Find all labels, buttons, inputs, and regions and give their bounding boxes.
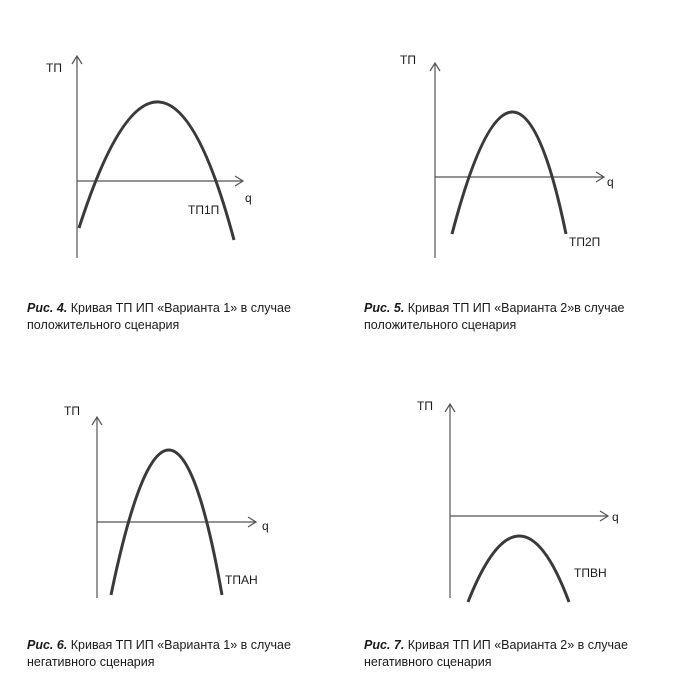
curve-label: ТПАН xyxy=(225,573,258,587)
caption-text-line2: негативного сценария xyxy=(364,655,492,669)
caption-text-line2: негативного сценария xyxy=(27,655,155,669)
figure-6-graph xyxy=(0,340,340,670)
y-axis-label: ТП xyxy=(417,399,433,413)
caption-text: Кривая ТП ИП «Варианта 1» в случае xyxy=(67,301,291,315)
caption-text: Кривая ТП ИП «Варианта 2»в случае xyxy=(404,301,625,315)
x-axis-label: q xyxy=(245,191,252,205)
x-axis-label: q xyxy=(607,175,614,189)
caption-text-line2: положительного сценария xyxy=(364,318,517,332)
figure-4-graph xyxy=(0,0,340,330)
figure-7-graph xyxy=(355,340,695,670)
profit-curve xyxy=(79,102,234,240)
caption-number: Рис. 5. xyxy=(364,301,405,315)
caption-number: Рис. 6. xyxy=(27,638,68,652)
figure-5-graph xyxy=(355,0,695,330)
caption-number: Рис. 4. xyxy=(27,301,68,315)
profit-curve xyxy=(468,536,569,602)
x-axis-label: q xyxy=(612,510,619,524)
figure-6 xyxy=(0,340,340,670)
caption-text: Кривая ТП ИП «Варианта 1» в случае xyxy=(67,638,291,652)
y-axis-label: ТП xyxy=(400,53,416,67)
figure-7 xyxy=(355,340,695,670)
curve-label: ТПВН xyxy=(574,566,607,580)
x-axis-label: q xyxy=(262,519,269,533)
figure-4-caption xyxy=(27,300,357,334)
y-axis-label: ТП xyxy=(64,404,80,418)
caption-text: Кривая ТП ИП «Варианта 2» в случае xyxy=(404,638,628,652)
caption-text-line2: положительного сценария xyxy=(27,318,180,332)
y-axis-label: ТП xyxy=(46,61,62,75)
figure-5-caption xyxy=(364,300,694,334)
figure-6-caption xyxy=(27,637,357,671)
profit-curve xyxy=(452,112,566,234)
caption-number: Рис. 7. xyxy=(364,638,405,652)
figure-5 xyxy=(355,0,695,330)
figure-4 xyxy=(0,0,340,330)
figure-7-caption xyxy=(364,637,694,671)
curve-label: ТП2П xyxy=(569,235,601,249)
curve-label: ТП1П xyxy=(188,203,220,217)
